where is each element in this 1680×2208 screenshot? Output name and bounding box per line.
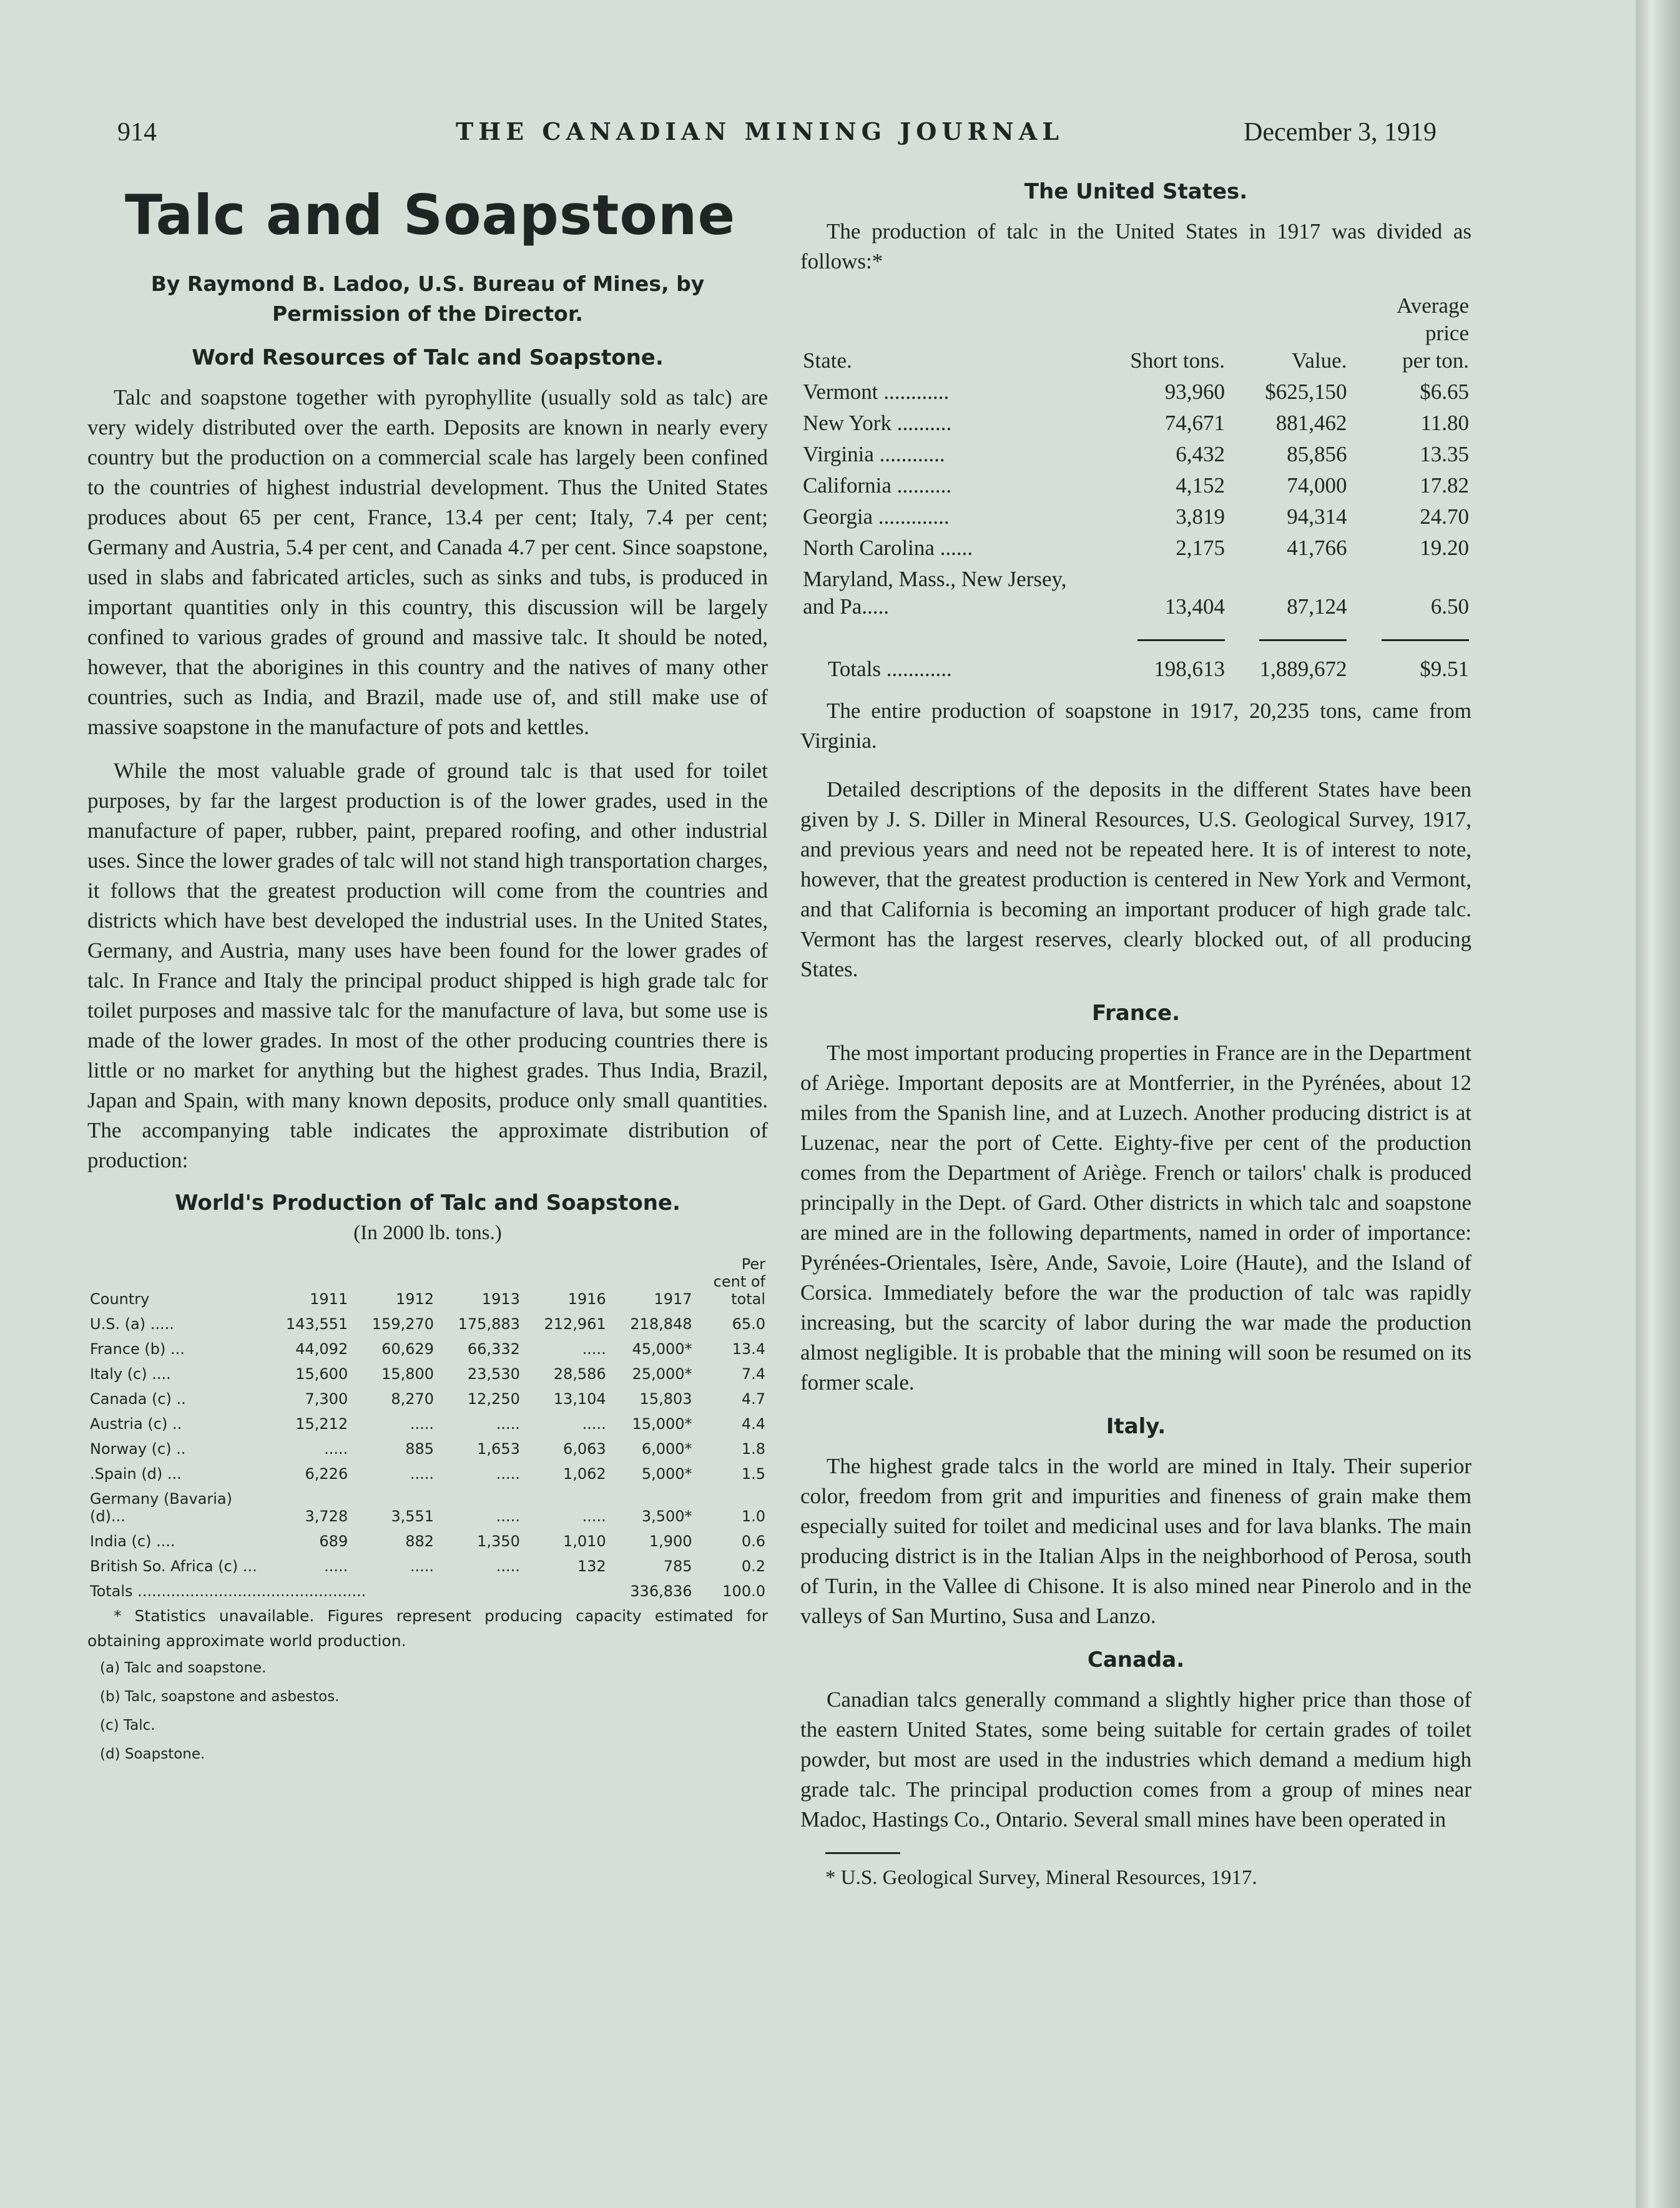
footnote-b: (b) Talc, soapstone and asbestos.: [100, 1689, 340, 1705]
us-intro: The production of talc in the United States in 1917 was divided as follows:*: [800, 219, 1471, 273]
value-cell-y1911: .....: [324, 1558, 348, 1575]
us-value-cell-value: 85,856: [1287, 442, 1347, 466]
canada-paragraph: Canadian talcs generally command a slightly higher price than those of the eastern United States, some being suitable for certain grades of toilet powder, but most are used in the industries which demand a medium high grade talc. The principal production comes from a group of mines near Madoc, Hastings Co., Ontario. Several small mines have been operated in: [800, 1687, 1471, 1832]
value-cell-y1913: 1,350: [477, 1533, 520, 1550]
us-value-cell-avg: 24.70: [1420, 504, 1469, 529]
us-totals-label: Totals ............: [828, 657, 952, 681]
value-cell-y1916: 13,104: [553, 1390, 606, 1408]
footnote-rule: [825, 1852, 900, 1854]
state-cell: California ..........: [803, 473, 952, 498]
header-1913: 1913: [481, 1290, 520, 1308]
footnote-c: (c) Talc.: [100, 1717, 155, 1734]
table-note: * Statistics unavailable. Figures represent producing capacity estimated for obtaining approximate world production.: [87, 1607, 768, 1650]
header-state: State.: [803, 348, 852, 373]
us-value-cell-value: 94,314: [1287, 504, 1347, 529]
italy-heading: Italy.: [1106, 1414, 1166, 1439]
rule-line: [1382, 639, 1469, 645]
country-cell: Germany (Bavaria) (d)...: [90, 1490, 232, 1525]
value-cell-y1912: 3,551: [391, 1508, 435, 1525]
value-cell-y1916: 6,063: [562, 1440, 606, 1458]
us-value-cell-tons: 2,175: [1176, 536, 1225, 560]
right-column: [800, 178, 1471, 1890]
value-cell-y1917: 5,000*: [641, 1465, 692, 1483]
us-value-cell-avg: 11.80: [1420, 411, 1469, 435]
us-value-cell-tons: 3,819: [1176, 504, 1225, 529]
us-table-rule-row: [800, 622, 1471, 654]
value-cell-pct: 7.4: [741, 1365, 765, 1383]
value-cell-y1916: 1,062: [562, 1465, 606, 1483]
world-table-header-row: [87, 1252, 768, 1312]
world-table-row: [87, 1362, 768, 1386]
world-table-row: [87, 1386, 768, 1411]
value-cell-y1911: 44,092: [295, 1340, 348, 1358]
header-1912: 1912: [395, 1290, 435, 1308]
totals-1917: 336,836: [630, 1582, 692, 1600]
us-totals-value: 1,889,672: [1259, 657, 1347, 681]
rule-line: [1137, 639, 1225, 645]
header-percent-line1: Per: [741, 1255, 765, 1273]
value-cell-y1912: .....: [410, 1558, 435, 1575]
us-value-cell-value: 881,462: [1275, 411, 1347, 435]
totals-percent: 100.0: [722, 1582, 765, 1600]
value-cell-y1917: 15,000*: [632, 1415, 692, 1433]
value-cell-pct: 4.7: [741, 1390, 765, 1408]
value-cell-pct: 4.4: [741, 1415, 765, 1433]
us-value-cell-avg: 6.50: [1430, 594, 1469, 619]
world-production-table: [87, 1252, 768, 1604]
country-cell: India (c) ....: [90, 1533, 175, 1550]
us-value-cell-value: 41,766: [1287, 536, 1347, 560]
left-column: [87, 178, 768, 1769]
value-cell-y1912: .....: [410, 1415, 435, 1433]
issue-date: December 3, 1919: [1244, 118, 1437, 147]
value-cell-y1916: .....: [582, 1340, 606, 1358]
byline: By Raymond B. Ladoo, U.S. Bureau of Mines, by Permission of the Director.: [150, 272, 705, 326]
table-footnotes: [87, 1654, 768, 1769]
france-paragraph: The most important producing properties in France are in the Department of Ariège. Important deposits are at Montferrier, in the Pyrénées, about 12 miles from the Spanish line, and at Luzech. Another producing district is at Luzenac, near the port of Cette. Eighty-five per cent of the production comes from the Department of Ariège. French or tailors' chalk is produced principally in the Dept. of Gard. Other districts in which talc and soapstone are mined are in the following departments, named in order of importance: Pyrénées-Orientales, Isère, Ande, Savoie, Loire (Haute), and the Island of Corsica. Immediately before the war the production of talc was rapidly increasing, but the scarcity of labor during the war made the production almost negligible. It is probable that the mining will soon be resumed on its former scale.: [800, 1041, 1471, 1395]
world-table-row: [87, 1411, 768, 1436]
world-table-unit: (In 2000 lb. tons.): [353, 1222, 502, 1244]
us-production-table: [800, 290, 1471, 685]
value-cell-y1912: 885: [405, 1440, 435, 1458]
country-cell: .Spain (d) ...: [90, 1465, 182, 1483]
us-table-row: [800, 532, 1471, 564]
state-cell: Georgia .............: [803, 504, 950, 529]
italy-paragraph: The highest grade talcs in the world are mined in Italy. Their superior color, freedom from grit and impurities and fineness of grain make them especially suited for toilet and medicinal uses and for lava blanks. The main producing district is in the Italian Alps in the neighborhood of Perosa, south of Turin, in the Vallee di Chisone. It is also mined near Pinerolo and in the valleys of San Murtino, Susa and Lanzo.: [800, 1454, 1471, 1628]
value-cell-y1917: 1,900: [649, 1533, 692, 1550]
value-cell-y1913: .....: [496, 1415, 520, 1433]
value-cell-pct: 1.0: [741, 1508, 765, 1525]
value-cell-y1913: 12,250: [467, 1390, 520, 1408]
value-cell-pct: 1.8: [741, 1440, 765, 1458]
header-percent-line3: total: [731, 1290, 765, 1308]
totals-label: Totals ................................................: [90, 1582, 366, 1600]
world-table-row: [87, 1554, 768, 1579]
footnote-a: (a) Talc and soapstone.: [100, 1660, 267, 1676]
us-totals-tons: 198,613: [1154, 657, 1225, 681]
state-cell: New York ..........: [803, 411, 952, 435]
value-cell-y1913: 23,530: [467, 1365, 520, 1383]
canada-heading: Canada.: [1087, 1647, 1185, 1672]
country-cell: British So. Africa (c) ...: [90, 1558, 257, 1575]
state-cell: Maryland, Mass., New Jersey, and Pa.....: [803, 567, 1067, 619]
us-table-row: [800, 408, 1471, 439]
world-table-row: [87, 1436, 768, 1461]
value-cell-y1912: 8,270: [391, 1390, 435, 1408]
value-cell-y1911: 15,212: [295, 1415, 348, 1433]
value-cell-y1912: 882: [405, 1533, 435, 1550]
header-value: Value.: [1292, 348, 1347, 373]
header-1916: 1916: [567, 1290, 606, 1308]
us-table-header-row: [800, 290, 1471, 376]
value-cell-y1917: 25,000*: [632, 1365, 692, 1383]
value-cell-y1911: 6,226: [305, 1465, 348, 1483]
state-cell: Virginia ............: [803, 442, 945, 466]
value-cell-y1911: .....: [324, 1440, 348, 1458]
world-table-row: [87, 1337, 768, 1362]
header-average-line1: Average: [1397, 293, 1469, 318]
value-cell-y1913: 175,883: [458, 1315, 520, 1333]
us-value-cell-avg: 13.35: [1420, 442, 1469, 466]
value-cell-pct: 0.2: [741, 1558, 765, 1575]
value-cell-y1912: 15,800: [381, 1365, 435, 1383]
us-value-cell-tons: 13,404: [1164, 594, 1225, 619]
value-cell-y1916: .....: [582, 1415, 606, 1433]
journal-title: THE CANADIAN MINING JOURNAL: [456, 117, 1064, 145]
country-cell: Italy (c) ....: [90, 1365, 171, 1383]
value-cell-y1913: .....: [496, 1465, 520, 1483]
world-table-row: [87, 1312, 768, 1337]
value-cell-y1912: 60,629: [381, 1340, 435, 1358]
value-cell-pct: 13.4: [732, 1340, 765, 1358]
value-cell-y1911: 3,728: [305, 1508, 348, 1525]
header-percent-line2: cent of: [713, 1273, 765, 1290]
us-value-cell-tons: 74,671: [1164, 411, 1225, 435]
us-heading: The United States.: [1024, 179, 1248, 204]
value-cell-pct: 1.5: [741, 1465, 765, 1483]
world-table-row: [87, 1529, 768, 1554]
soapstone-paragraph: The entire production of soapstone in 1917, 20,235 tons, came from Virginia.: [800, 699, 1471, 753]
value-cell-y1912: 159,270: [371, 1315, 435, 1333]
header-1917: 1917: [654, 1290, 692, 1308]
header-1911: 1911: [310, 1290, 348, 1308]
france-heading: France.: [1091, 1001, 1181, 1026]
value-cell-y1917: 15,803: [639, 1390, 692, 1408]
world-table-row: [87, 1461, 768, 1486]
footnote-d: (d) Soapstone.: [100, 1746, 205, 1762]
header-average-line3: per ton.: [1402, 348, 1469, 373]
value-cell-y1911: 15,600: [295, 1365, 348, 1383]
us-value-cell-value: $625,150: [1265, 380, 1347, 404]
value-cell-y1912: .....: [410, 1465, 435, 1483]
us-table-totals-row: [800, 654, 1471, 685]
value-cell-y1916: 28,586: [553, 1365, 606, 1383]
value-cell-y1917: 218,848: [630, 1315, 692, 1333]
us-value-cell-tons: 6,432: [1176, 442, 1225, 466]
article-title: Talc and Soapstone: [125, 183, 736, 247]
world-table-totals-row: [87, 1579, 768, 1604]
us-value-cell-value: 87,124: [1287, 594, 1347, 619]
world-table-title: World's Production of Talc and Soapstone.: [175, 1190, 680, 1215]
world-table-row: [87, 1486, 768, 1529]
header-country: Country: [90, 1290, 150, 1308]
rule-line: [1259, 639, 1347, 645]
value-cell-pct: 0.6: [741, 1533, 765, 1550]
value-cell-y1913: 1,653: [477, 1440, 520, 1458]
us-table-row: [800, 470, 1471, 501]
us-table-row: [800, 376, 1471, 408]
us-totals-average: $9.51: [1420, 657, 1469, 681]
us-table-row: [800, 439, 1471, 470]
value-cell-y1913: .....: [496, 1558, 520, 1575]
us-table-row: [800, 501, 1471, 532]
page-edge: [1636, 0, 1680, 2208]
value-cell-y1913: 66,332: [467, 1340, 520, 1358]
us-value-cell-avg: 17.82: [1420, 473, 1469, 498]
section-heading-world-resources: Word Resources of Talc and Soapstone.: [192, 345, 664, 370]
value-cell-y1916: .....: [582, 1508, 606, 1525]
intro-paragraph: Talc and soapstone together with pyrophyllite (usually sold as talc) are very widely distributed over the earth. Deposits are known in nearly every country but the production on a commercial scale has largely been confined to the countries of highest industrial development. Thus the United States produces about 65 per cent, France, 13.4 per cent; Italy, 7.4 per cent; Germany and Austria, 5.4 per cent, and Canada 4.7 per cent. Since soapstone, used in slabs and fabricated articles, such as sinks and tubs, is produced in important quantities only in this country, this discussion will be largely confined to various grades of ground and massive talc. It should be noted, however, that the aborigines in this country and the natives of many other countries, such as India, and Brazil, made use of, and still make use of massive soapstone in the manufacture of pots and kettles.: [87, 385, 768, 739]
value-cell-y1917: 785: [663, 1558, 692, 1575]
state-cell: Vermont ............: [803, 380, 950, 404]
value-cell-y1917: 3,500*: [641, 1508, 692, 1525]
header-average-line2: price: [1425, 321, 1469, 345]
deposits-paragraph: Detailed descriptions of the deposits in the different States have been given by J. S. Diller in Mineral Resources, U.S. Geological Survey, 1917, and previous years and need not be repeated here. It is of interest to note, however, that the greatest production is centered in New York and Vermont, and that California is becoming an important producer of high grade talc. Vermont has the largest reserves, clearly blocked out, of all producing States.: [800, 777, 1471, 981]
header-average-price: [1349, 290, 1471, 376]
us-value-cell-avg: $6.65: [1420, 380, 1469, 404]
country-cell: Austria (c) ..: [90, 1415, 182, 1433]
page-footnote: * U.S. Geological Survey, Mineral Resources, 1917.: [825, 1867, 1257, 1889]
grades-paragraph: While the most valuable grade of ground talc is that used for toilet purposes, by far the largest production is of the lower grades, used in the manufacture of paper, rubber, paint, prepared roofing, and other industrial uses. Since the lower grades of talc will not stand high transportation charges, it follows that the greatest production will come from the countries and districts which have best developed the industrial uses. In the United States, Germany, and Austria, many uses have been found for the lower grades of talc. In France and Italy the principal product shipped is high grade talc for toilet purposes and massive talc for the manufacture of lava, but some use is made of the lower grades. In most of the other producing countries there is little or no market for anything but the highest grades. Thus India, Brazil, Japan and Spain, with many known deposits, produce only small quantities. The accompanying table indicates the approximate distribution of production:: [87, 758, 768, 1172]
value-cell-y1916: 132: [577, 1558, 606, 1575]
value-cell-y1917: 45,000*: [632, 1340, 692, 1358]
value-cell-y1913: .....: [496, 1508, 520, 1525]
header-short-tons: Short tons.: [1130, 348, 1225, 373]
us-table-row: [800, 564, 1471, 622]
state-cell: North Carolina ......: [803, 536, 973, 560]
us-value-cell-avg: 19.20: [1420, 536, 1469, 560]
us-value-cell-tons: 93,960: [1164, 380, 1225, 404]
page-number: 914: [117, 118, 157, 147]
country-cell: France (b) ...: [90, 1340, 185, 1358]
value-cell-y1916: 212,961: [544, 1315, 606, 1333]
country-cell: Canada (c) ..: [90, 1390, 186, 1408]
header-percent: [695, 1252, 768, 1312]
value-cell-pct: 65.0: [732, 1315, 765, 1333]
us-value-cell-tons: 4,152: [1176, 473, 1225, 498]
country-cell: Norway (c) ..: [90, 1440, 186, 1458]
value-cell-y1911: 7,300: [305, 1390, 348, 1408]
us-value-cell-value: 74,000: [1287, 473, 1347, 498]
country-cell: U.S. (a) .....: [90, 1315, 174, 1333]
value-cell-y1916: 1,010: [562, 1533, 606, 1550]
value-cell-y1911: 143,551: [285, 1315, 348, 1333]
value-cell-y1911: 689: [319, 1533, 348, 1550]
value-cell-y1917: 6,000*: [641, 1440, 692, 1458]
